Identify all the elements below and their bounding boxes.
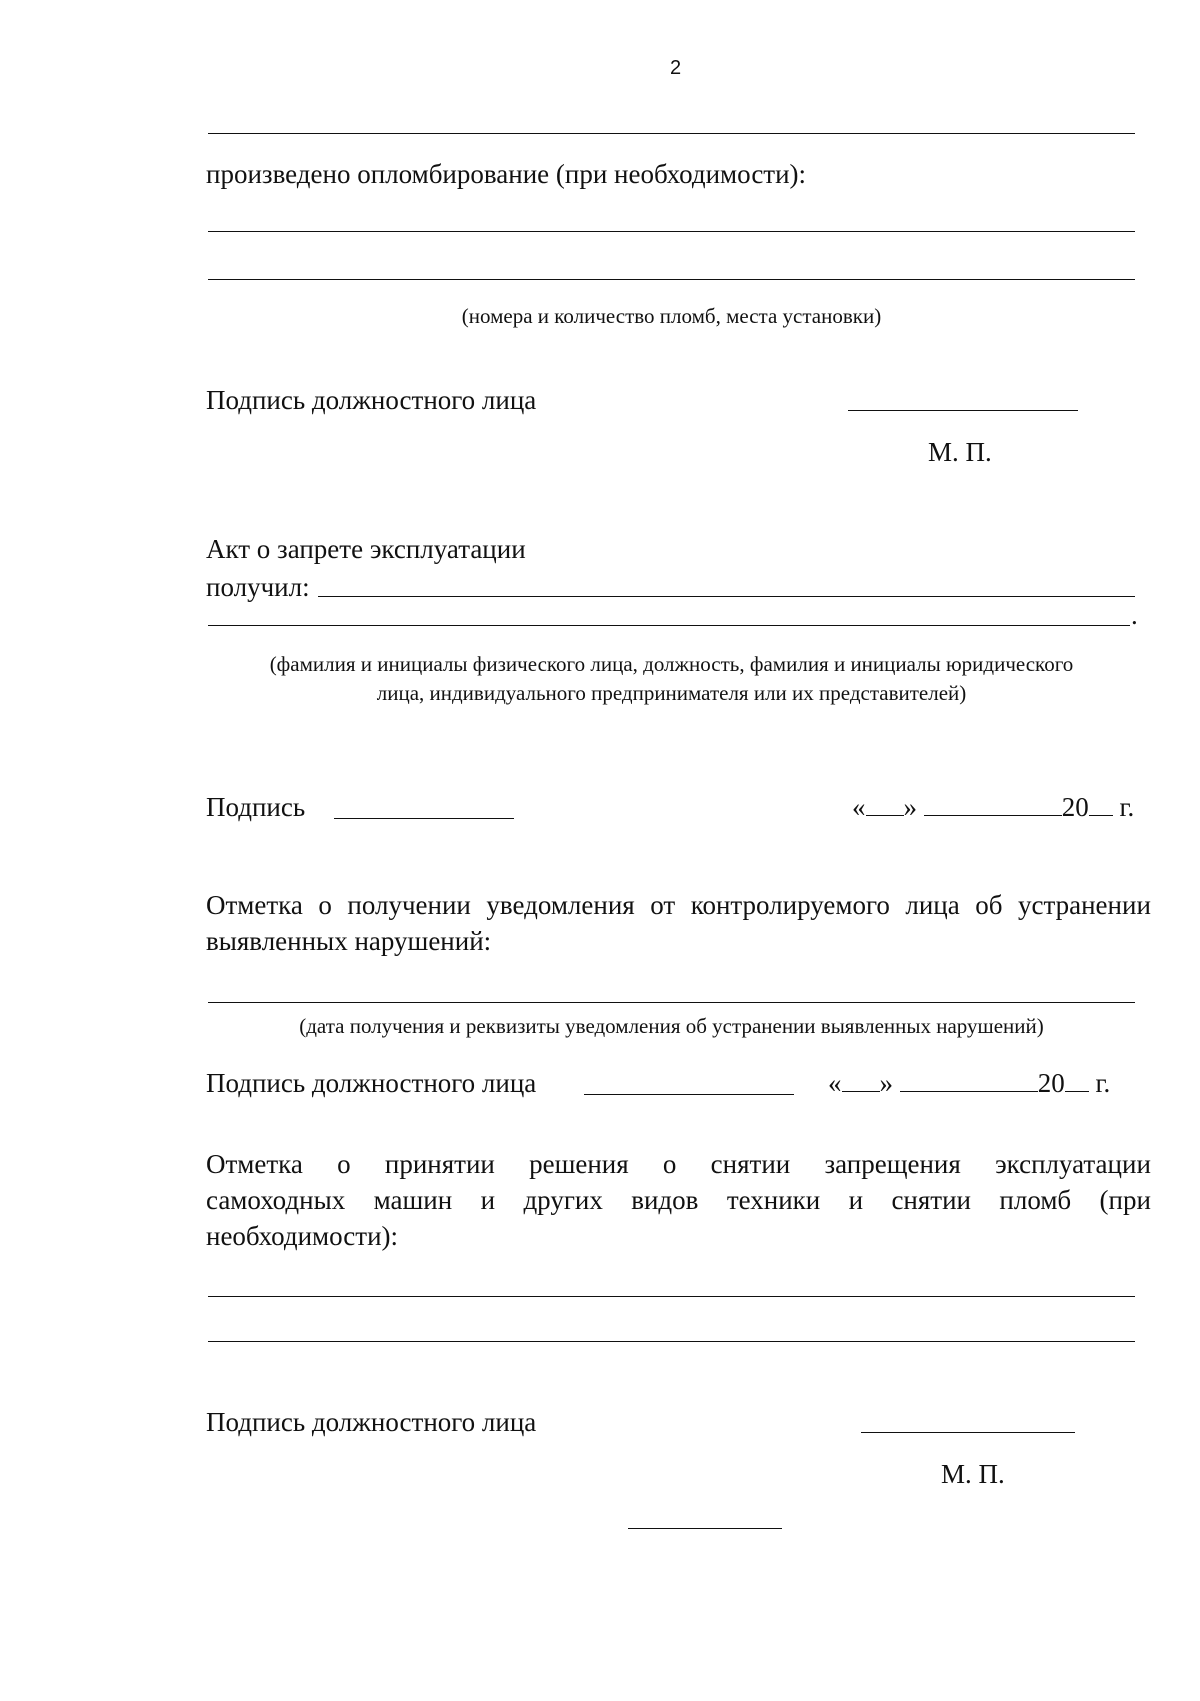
date-month-blank — [900, 1069, 1038, 1092]
decision-word: и — [848, 1185, 864, 1215]
decision-word: и — [480, 1185, 496, 1215]
official-signature-blank-1 — [848, 410, 1078, 411]
act-received-caption-2: лица, индивидуального предпринимателя или их представителей) — [376, 681, 967, 705]
act-received-end-period: . — [1131, 600, 1138, 630]
sealing-blank-line-2 — [208, 279, 1135, 280]
notification-word: Отметка — [206, 890, 303, 920]
decision-word: решения — [529, 1149, 629, 1179]
stamp-placeholder-3: М. П. — [941, 1459, 1005, 1489]
decision-word: снятии — [710, 1149, 791, 1179]
official-signature-label-3: Подпись должностного лица — [206, 1407, 537, 1437]
notification-word: от — [650, 890, 676, 920]
date-year-prefix: 20 — [1061, 792, 1089, 822]
act-received-caption-1: (фамилия и инициалы физического лица, должность, фамилия и инициалы юридического — [269, 652, 1074, 676]
date-month-blank — [924, 793, 1062, 816]
decision-word: самоходных — [206, 1185, 346, 1215]
recipient-signature-blank — [334, 818, 514, 819]
decision-word: техники — [726, 1185, 821, 1215]
notification-word: о — [318, 890, 332, 920]
date-year-prefix: 20 — [1037, 1068, 1065, 1098]
act-received-blank-line-1 — [318, 596, 1135, 597]
date-quote-open: « — [852, 792, 866, 822]
stamp-placeholder-1: М. П. — [928, 437, 992, 467]
decision-word: Отметка — [206, 1149, 303, 1179]
decision-word: о — [662, 1149, 677, 1179]
official-signature-label-1: Подпись должностного лица — [206, 385, 537, 415]
closing-separator — [628, 1528, 782, 1529]
notification-mark-line-1 — [206, 889, 1151, 921]
notification-word: уведомления — [486, 890, 635, 920]
page-number: 2 — [670, 57, 682, 79]
decision-word: (при — [1099, 1185, 1151, 1215]
decision-mark-line-2 — [206, 1184, 1151, 1216]
date-quote-open: « — [828, 1068, 842, 1098]
notification-word: об — [975, 890, 1003, 920]
official-signature-blank-3 — [861, 1432, 1075, 1433]
official-signature-2-date — [828, 1067, 1110, 1099]
act-received-blank-line-2 — [208, 625, 1130, 626]
decision-word: машин — [373, 1185, 453, 1215]
date-quote-close: » — [903, 792, 917, 822]
notification-word: контролируемого — [690, 890, 890, 920]
decision-mark-line-3: необходимости): — [206, 1221, 399, 1251]
date-year-blank — [1089, 793, 1113, 816]
sealing-blank-line-1 — [208, 231, 1135, 232]
date-day-blank — [842, 1069, 880, 1092]
notification-caption: (дата получения и реквизиты уведомления об устранении выявленных нарушений) — [299, 1014, 1044, 1038]
date-year-suffix: г. — [1095, 1068, 1111, 1098]
recipient-date — [852, 791, 1134, 823]
decision-word: о — [337, 1149, 351, 1179]
date-quote-close: » — [879, 1068, 893, 1098]
official-signature-blank-2 — [584, 1094, 794, 1095]
notification-blank-line — [208, 1002, 1135, 1003]
notification-word: получении — [347, 890, 471, 920]
sealing-label: произведено опломбирование (при необходимости): — [206, 159, 807, 189]
decision-word: снятии — [891, 1185, 972, 1215]
notification-mark-line-2: выявленных нарушений: — [206, 926, 492, 956]
blank-line-top — [208, 133, 1135, 134]
date-day-blank — [866, 793, 904, 816]
date-year-suffix: г. — [1119, 792, 1135, 822]
decision-word: других — [523, 1185, 603, 1215]
decision-word: пломб — [999, 1185, 1072, 1215]
sealing-caption: (номера и количество пломб, места установки) — [461, 304, 882, 328]
decision-blank-line-2 — [208, 1341, 1135, 1342]
decision-word: запрещения — [824, 1149, 961, 1179]
notification-word: лица — [905, 890, 960, 920]
decision-word: эксплуатации — [995, 1149, 1151, 1179]
decision-blank-line-1 — [208, 1296, 1135, 1297]
act-received-line-1: Акт о запрете эксплуатации — [206, 534, 526, 564]
official-signature-label-2: Подпись должностного лица — [206, 1068, 537, 1098]
decision-word: видов — [631, 1185, 699, 1215]
decision-word: принятии — [384, 1149, 495, 1179]
notification-word: устранении — [1018, 890, 1151, 920]
recipient-signature-label: Подпись — [206, 792, 306, 822]
act-received-line-2: получил: — [206, 572, 310, 602]
date-year-blank — [1065, 1069, 1089, 1092]
decision-mark-line-1 — [206, 1148, 1151, 1180]
